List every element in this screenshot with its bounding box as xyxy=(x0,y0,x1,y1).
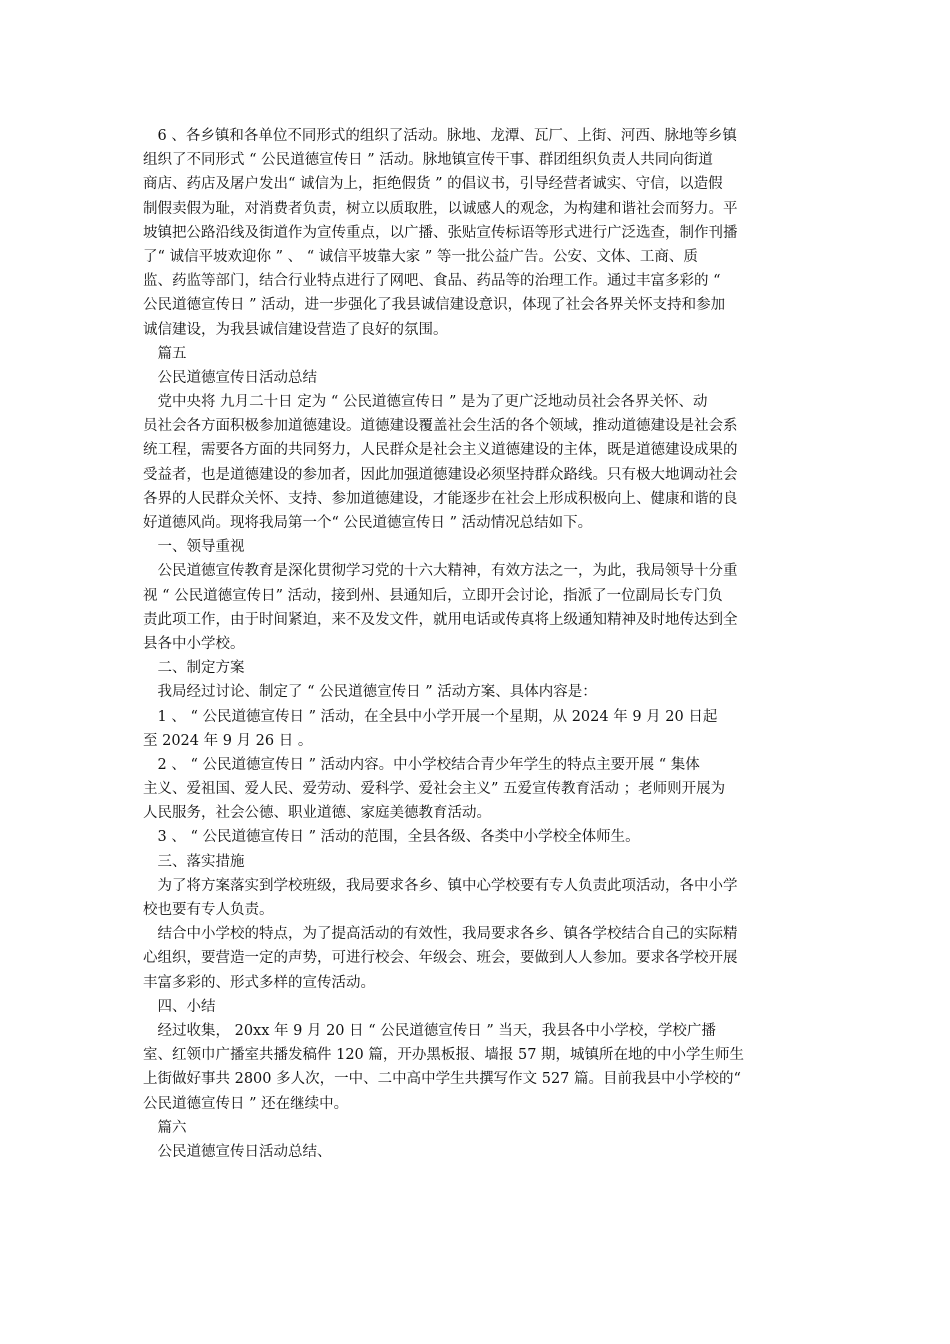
text-line: 受益者，也是道德建设的参加者，因此加强道德建设必须坚持群众路线。只有极大地调动社会 xyxy=(143,466,738,483)
text-line: 丰富多彩的、形式多样的宣传活动。 xyxy=(143,974,375,991)
text-line: 2 、 “ 公民道德宣传日 ” 活动内容。中小学校结合青少年学生的特点主要开展 “ 集体 xyxy=(143,756,700,773)
text-line: 经过收集， 20xx 年 9 月 20 日 “ 公民道德宣传日 ” 当天，我县各中小学校，学校广播 xyxy=(143,1022,716,1039)
text-line: 视 “ 公民道德宣传日” 活动，接到州、县通知后，立即开会讨论，指派了一位副局长专门负 xyxy=(143,587,723,604)
text-line: 坡镇把公路沿线及街道作为宣传重点，以广播、张贴宣传标语等形式进行广泛选查，制作刊播 xyxy=(143,224,738,241)
text-line: 至 2024 年 9 月 26 日 。 xyxy=(143,732,313,749)
article-title: 公民道德宣传日活动总结 xyxy=(143,369,317,386)
text-line: 室、红领巾广播室共播发稿件 120 篇，开办黑板报、墙报 57 期，城镇所在地的中小学生师生 xyxy=(143,1047,745,1064)
text-line: 各界的人民群众关怀、支持、参加道德建设，才能逐步在社会上形成积极向上、健康和谐的良 xyxy=(143,490,738,507)
text-line: 上街做好事共 2800 多人次，一中、二中高中学生共撰写作文 527 篇。目前我县中小学校的“ xyxy=(143,1071,741,1088)
text-line: 责此项工作，由于时间紧迫，来不及发文件，就用电话或传真将上级通知精神及时地传达到全 xyxy=(143,611,738,628)
text-line: 组织了不同形式 “ 公民道德宣传日 ” 活动。脉地镇宣传干事、群团组织负责人共同向街道 xyxy=(143,152,713,169)
section-heading: 篇六 xyxy=(143,1119,187,1136)
text-line: 主义、爱祖国、爱人民、爱劳动、爱科学、爱社会主义” 五爱宣传教育活动 ；老师则开展为 xyxy=(143,781,726,798)
text-line: 6 、各乡镇和各单位不同形式的组织了活动。脉地、龙潭、瓦厂、上街、河西、脉地等乡镇 xyxy=(143,128,737,144)
text-line: 商店、药店及屠户发出“ 诚信为上，拒绝假货 ” 的倡议书，引导经营者诚实、守信，以造假 xyxy=(143,176,723,193)
text-line: 为了将方案落实到学校班级，我局要求各乡、镇中心学校要有专人负责此项活动，各中小学 xyxy=(143,877,738,894)
text-line: 好道德风尚。现将我局第一个“ 公民道德宣传日 ” 活动情况总结如下。 xyxy=(143,515,593,531)
text-line: 公民道德宣传日 ” 活动，进一步强化了我县诚信建设意识，体现了社会各界关怀支持和参加 xyxy=(143,297,726,314)
text-line: 3 、 “ 公民道德宣传日 ” 活动的范围，全县各级、各类中小学校全体师生。 xyxy=(143,829,640,846)
text-line: 统工程，需要各方面的共同努力，人民群众是社会主义道德建设的主体，既是道德建设成果的 xyxy=(143,442,738,459)
text-line: 党中央将 九月二十日 定为 “ 公民道德宣传日 ” 是为了更广泛地动员社会各界关怀、动 xyxy=(143,394,708,411)
text-line: 制假卖假为耻，对消费者负责，树立以质取胜，以诚感人的观念，为构建和谐社会而努力。平 xyxy=(143,200,738,217)
text-line: 我局经过讨论、制定了 “ 公民道德宣传日 ” 活动方案、具体内容是： xyxy=(143,684,597,701)
text-line: 县各中小学校。 xyxy=(143,635,245,652)
text-line: 人民服务，社会公德、职业道德、家庭美德教育活动。 xyxy=(143,805,491,822)
text-line: 公民道德宣传日 ” 还在继续中。 xyxy=(143,1095,349,1112)
text-line: 监、药监等部门，结合行业特点进行了网吧、食品、药品等的治理工作。通过丰富多彩的 “ xyxy=(143,273,721,290)
text-line: 员社会各方面积极参加道德建设。道德建设覆盖社会生活的各个领域，推动道德建设是社会系 xyxy=(143,418,738,435)
section-heading: 四、小结 xyxy=(143,998,216,1015)
text-line: 心组织，要营造一定的声势，可进行校会、年级会、班会，要做到人人参加。要求各学校开展 xyxy=(143,950,738,967)
text-line: 公民道德宣传教育是深化贯彻学习党的十六大精神，有效方法之一，为此，我局领导十分重 xyxy=(143,563,738,580)
section-heading: 三、落实措施 xyxy=(143,853,245,870)
text-line: 诚信建设，为我县诚信建设营造了良好的氛围。 xyxy=(143,321,448,338)
document-body xyxy=(143,124,807,1164)
text-line: 1 、 “ 公民道德宣传日 ” 活动，在全县中小学开展一个星期，从 2024 年 9 月 20 日起 xyxy=(143,708,718,725)
text-line: 结合中小学校的特点，为了提高活动的有效性，我局要求各乡、镇各学校结合自己的实际精 xyxy=(143,926,738,943)
text-line: 校也要有专人负责。 xyxy=(143,902,274,918)
article-title: 公民道德宣传日活动总结、 xyxy=(143,1143,332,1160)
section-heading: 二、制定方案 xyxy=(143,660,245,677)
section-heading: 一、领导重视 xyxy=(143,539,245,556)
text-line: 了“ 诚信平坡欢迎你 ” 、 “ 诚信平坡靠大家 ” 等一批公益广告。公安、文体、工商、质 xyxy=(143,248,698,265)
section-heading: 篇五 xyxy=(143,345,187,362)
